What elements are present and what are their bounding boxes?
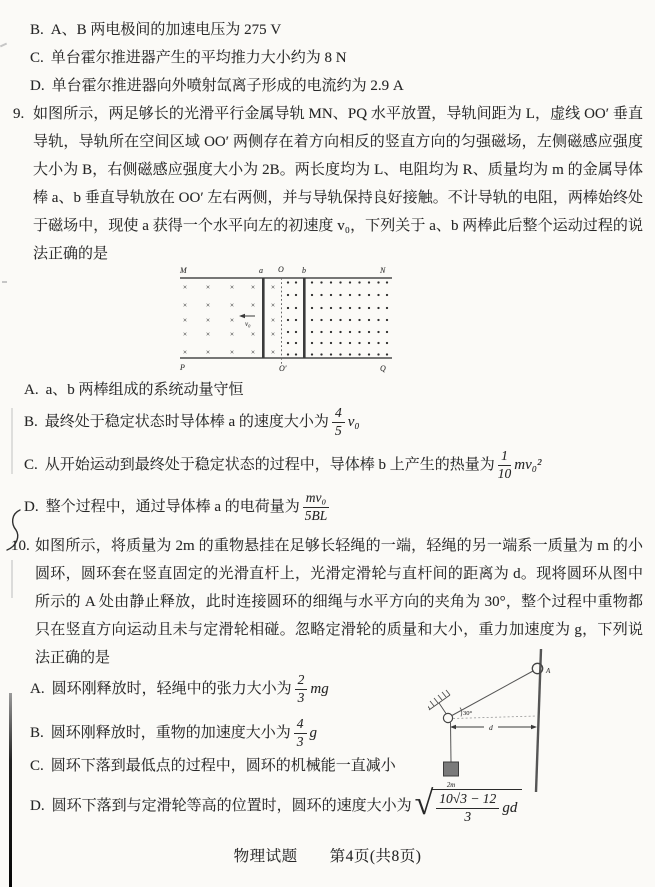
prev-option-B (30, 21, 281, 40)
option-math: gd (502, 799, 518, 816)
fraction-denominator: 5BL (304, 507, 328, 523)
prev-option-C (30, 49, 347, 68)
label-d: d (489, 723, 493, 732)
question-number: 9. (13, 106, 25, 122)
option-text: 单台霍尔推进器向外喷射氙离子形成的电流约为 2.9 A (51, 78, 404, 94)
option-text: 圆环刚释放时，轻绳中的张力大小为 (51, 680, 292, 697)
svg-text:×: × (182, 282, 188, 292)
option-letter: C. (30, 50, 44, 66)
label-N: N (380, 266, 386, 275)
option-math: g (309, 724, 318, 741)
fraction (332, 406, 345, 438)
label-b: b (302, 266, 306, 275)
question-number: 10. (11, 538, 30, 554)
q9-option-D (24, 491, 332, 523)
option-text: 整个过程中，通过导体棒 a 的电荷量为 (45, 498, 300, 515)
label-a: a (259, 266, 263, 275)
fraction-numerator: 4 (332, 406, 345, 423)
fraction-denominator: 3 (464, 808, 472, 824)
distance-dimension (450, 725, 537, 729)
hanging-string (451, 723, 452, 763)
question-9-stem (13, 100, 643, 268)
q9-option-A (24, 381, 244, 400)
svg-text:×: × (270, 300, 276, 310)
option-text: a、b 两棒组成的系统动量守恒 (45, 382, 244, 398)
option-letter: B. (24, 413, 38, 430)
fraction (295, 673, 308, 705)
svg-text:×: × (182, 315, 188, 325)
fraction-numerator: 4 (294, 717, 307, 734)
q10-option-A (30, 673, 329, 705)
fraction (294, 717, 307, 749)
option-text: 圆环下落到最低点的过程中，圆环的机械能一直减小 (50, 758, 396, 774)
svg-text:×: × (229, 347, 235, 357)
scan-mark (0, 43, 7, 48)
svg-text:×: × (205, 347, 211, 357)
label-Q: Q (380, 364, 386, 373)
fraction-numerator: 10√3 − 12 (436, 792, 499, 809)
option-math: mv₀² (514, 456, 542, 473)
svg-text:×: × (229, 300, 235, 310)
label-A: A (546, 667, 551, 675)
option-letter: C. (24, 456, 38, 473)
scan-streak-upper (11, 408, 13, 474)
label-O: O (278, 265, 284, 274)
svg-text:×: × (205, 282, 211, 292)
svg-text:×: × (205, 300, 211, 310)
page-footer: 物理试题 第4页(共8页) (233, 848, 422, 865)
option-letter: D. (30, 78, 45, 94)
svg-text:×: × (229, 315, 235, 325)
option-letter: A. (24, 382, 39, 398)
fraction (303, 491, 329, 523)
bar-b (303, 278, 306, 358)
svg-text:×: × (182, 347, 188, 357)
fraction (498, 449, 512, 481)
fraction (436, 792, 499, 824)
option-text: A、B 两电极间的加速电压为 275 V (50, 22, 282, 38)
question-text: 如图所示，将质量为 2m 的重物悬挂在足够长轻绳的一端，轻绳的另一端系一质量为 m 的小圆环，圆环套在竖直固定的光滑直杆上，光滑定滑轮与直杆间的距离为 d。现将圆环从图中所示的 A 处由静止释放，此时连接圆环的细绳与水平方向的夹角为 30°，整个过程中重物都只在竖直方向运动且未与定滑轮相碰。忽略定滑轮的质量和大小，重力加速度为 g，下列说法正确的是 (35, 538, 643, 666)
svg-text:×: × (270, 315, 276, 325)
q10-option-C (30, 757, 396, 776)
pulley (443, 713, 452, 722)
vertical-rod (536, 649, 541, 792)
fraction-numerator: mv₀ (303, 491, 329, 508)
fraction-numerator: 2 (295, 673, 308, 690)
option-letter: C. (30, 758, 44, 774)
q10-option-B (30, 717, 317, 749)
svg-text:×: × (182, 329, 188, 339)
svg-text:×: × (250, 282, 256, 292)
option-letter: B. (30, 22, 44, 38)
fraction-denominator: 3 (296, 733, 304, 749)
label-O-prime: O′ (279, 364, 287, 373)
field-out-of-page-dots (287, 281, 388, 355)
q9-option-C (24, 449, 541, 481)
question-text: 如图所示，两足够长的光滑平行金属导轨 MN、PQ 水平放置，导轨间距为 L，虚线 OO′ 垂直导轨，导轨所在空间区域 OO′ 两侧存在着方向相反的竖直方向的匀强磁场，左侧磁感应强度大小为 B，右侧磁感应强度大小为 2B。两长度均为 L、电阻均为 R、质量均为 m 的金属导体棒 a、b 垂直导轨放在 OO′ 左右两侧，并与导轨保持良好接触。不计导轨的电阻，两棒始终处于磁场中，现使 a 获得一个水平向左的初速度 v₀，下列关于 a、b 两棒此后整个运动过程的说法正确的是 (33, 106, 643, 262)
option-math: mg (310, 680, 329, 697)
option-letter: D. (30, 798, 45, 815)
fraction-denominator: 10 (497, 465, 512, 481)
field-into-page-crosses (183, 283, 275, 357)
option-text: 单台霍尔推进器产生的平均推力大小约为 8 N (50, 50, 347, 66)
prev-option-D (30, 77, 404, 96)
fraction-numerator: 1 (498, 449, 512, 466)
svg-text:×: × (270, 329, 276, 339)
svg-text:×: × (205, 329, 211, 339)
fraction-denominator: 5 (334, 422, 342, 438)
svg-text:×: × (270, 347, 276, 357)
radicand (431, 789, 522, 824)
option-math: v₀ (347, 413, 360, 430)
svg-text:×: × (250, 300, 256, 310)
option-text: 最终处于稳定状态时导体棒 a 的速度大小为 (44, 413, 329, 430)
q9-option-B (24, 406, 360, 438)
option-text: 圆环下落到与定滑轮等高的位置时，圆环的速度大小为 (51, 798, 412, 815)
svg-text:×: × (205, 315, 211, 325)
q10-diagram (428, 646, 655, 796)
option-text: 圆环刚释放时，重物的加速度大小为 (50, 724, 291, 741)
v0-arrow (239, 314, 255, 318)
weight-block (444, 762, 459, 776)
svg-text:×: × (182, 300, 188, 310)
option-letter: B. (30, 724, 44, 741)
q9-diagram (176, 263, 394, 375)
wall-support-hatching (428, 690, 450, 715)
label-angle: 30° (463, 710, 473, 717)
label-weight: 2m (446, 782, 456, 789)
scan-mark (2, 281, 7, 283)
svg-text:×: × (250, 329, 256, 339)
label-P: P (180, 363, 185, 372)
radical-sign: √ (414, 785, 434, 822)
option-text: 从开始运动到最终处于稳定状态的过程中，导体棒 b 上产生的热量为 (44, 456, 495, 473)
label-v0: v₀ (245, 320, 251, 328)
bar-a (262, 278, 265, 358)
label-M: M (180, 266, 187, 275)
option-letter: D. (24, 498, 39, 515)
svg-text:×: × (270, 282, 276, 292)
option-letter: A. (30, 680, 45, 697)
fraction-denominator: 3 (297, 689, 305, 705)
angle-arc (460, 708, 462, 717)
svg-text:×: × (229, 329, 235, 339)
svg-text:×: × (250, 347, 256, 357)
svg-text:×: × (229, 282, 235, 292)
